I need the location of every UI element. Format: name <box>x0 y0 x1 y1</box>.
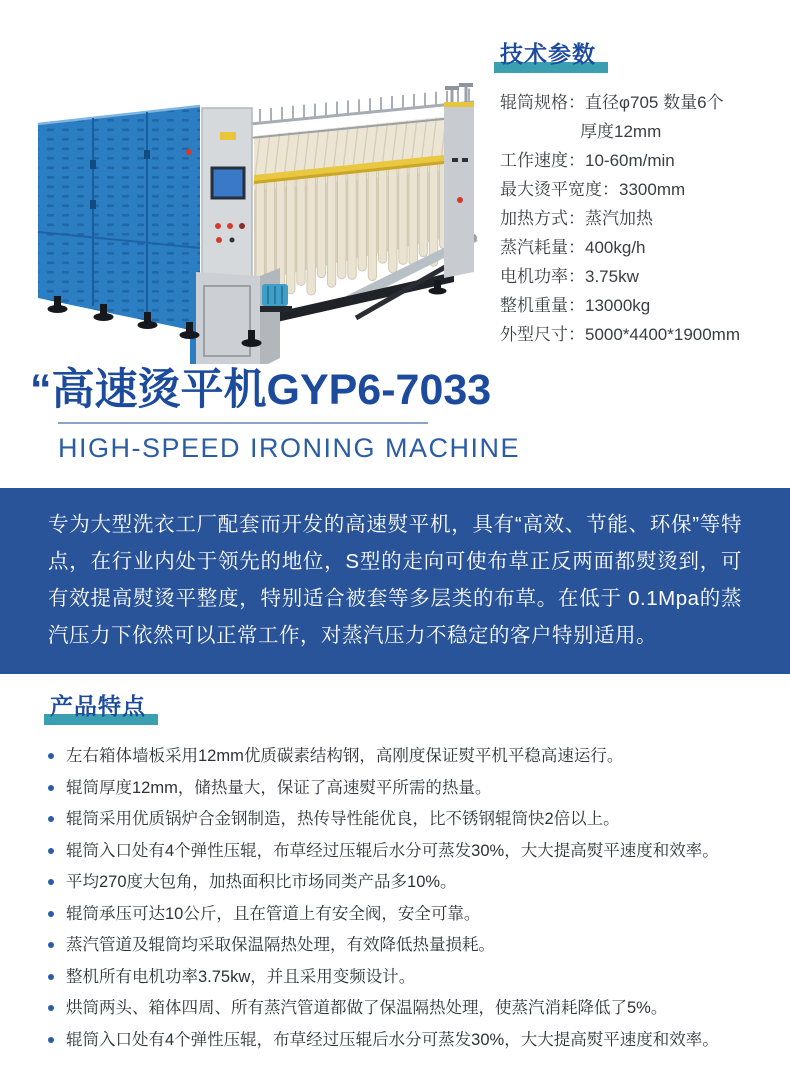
spec-row <box>500 88 786 117</box>
feature-item <box>46 904 762 925</box>
product-subtitle-en: HIGH-SPEED IRONING MACHINE <box>58 433 521 464</box>
spec-value: 10-60m/min <box>585 151 675 170</box>
feature-text: 辊筒承压可达10公斤，且在管道上有安全阀，安全可靠。 <box>66 904 481 923</box>
feature-text: 辊筒厚度12mm，储热量大，保证了高速熨平所需的热量。 <box>66 778 492 797</box>
spec-label: 整机重量： <box>500 296 585 315</box>
spec-row <box>500 175 786 204</box>
spec-label: 工作速度： <box>500 151 585 170</box>
feature-text: 烘筒两头、箱体四周、所有蒸汽管道都做了保温隔热处理，使蒸汽消耗降低了5%。 <box>66 999 668 1017</box>
spec-value: 400kg/h <box>585 238 646 257</box>
spec-value: 5000*4400*1900mm <box>585 325 741 344</box>
bullet-icon <box>48 1005 54 1011</box>
tech-params-list <box>500 88 786 349</box>
title-divider <box>58 422 428 424</box>
feature-item <box>46 872 762 893</box>
bullet-icon <box>48 974 54 980</box>
spec-label: 辊筒规格： <box>500 93 585 112</box>
feature-text: 辊筒入口处有4个弹性压辊，布草经过压辊后水分可蒸发30%，大大提高熨平速度和效率。 <box>66 841 719 860</box>
bullet-icon <box>48 879 54 885</box>
product-title: “高速烫平机GYP6-7033 <box>30 366 492 414</box>
feature-item <box>46 809 762 830</box>
bullet-icon <box>48 1037 54 1043</box>
description-box <box>0 488 790 674</box>
bullet-icon <box>48 753 54 759</box>
spec-value: 厚度12mm <box>580 122 662 141</box>
spec-value: 13000kg <box>585 296 651 315</box>
feature-text: 左右箱体墙板采用12mm优质碳素结构钢，高刚度保证熨平机平稳高速运行。 <box>66 747 624 765</box>
spec-row <box>500 233 786 262</box>
bullet-icon <box>48 785 54 791</box>
tech-params-section <box>500 36 786 349</box>
spec-row <box>500 117 786 146</box>
feature-item <box>46 841 762 862</box>
spec-value: 直径φ705 数量6个 <box>585 93 724 112</box>
spec-label: 加热方式： <box>500 209 585 228</box>
features-title: 产品特点 <box>50 688 146 721</box>
spec-row <box>500 204 786 233</box>
spec-row <box>500 320 786 349</box>
feature-text: 辊筒采用优质锅炉合金钢制造，热传导性能优良，比不锈钢辊筒快2倍以上。 <box>66 810 620 828</box>
feature-item <box>46 967 762 988</box>
spec-row <box>500 146 786 175</box>
machine-product-image <box>16 80 482 364</box>
machine-illustration <box>16 80 482 364</box>
spec-value: 3300mm <box>619 180 686 199</box>
feature-item <box>46 998 762 1019</box>
spec-value: 蒸汽加热 <box>585 209 653 228</box>
feature-item <box>46 746 762 767</box>
bullet-icon <box>48 911 54 917</box>
feature-list <box>0 746 790 1051</box>
spec-value: 3.75kw <box>585 267 639 286</box>
bullet-icon <box>48 816 54 822</box>
features-section <box>0 688 790 1061</box>
spec-label: 电机功率： <box>500 267 585 286</box>
feature-item <box>46 935 762 956</box>
description-text: 专为大型洗衣工厂配套而开发的高速熨平机，具有“高效、节能、环保”等特点，在行业内处于领先的地位，S型的走向可使布草正反两面都熨烫到，可有效提高熨烫平整度，特别适合被套等多层类的布草。在低于 0.1Mpa的蒸汽压力下依然可以正常工作，对蒸汽压力不稳定的客户特别适用。 <box>48 513 742 647</box>
bullet-icon <box>48 848 54 854</box>
spec-label: 外型尺寸： <box>500 325 585 344</box>
feature-item <box>46 1030 762 1051</box>
spec-row <box>500 262 786 291</box>
spec-row <box>500 291 786 320</box>
title-block <box>30 366 590 464</box>
feature-text: 辊筒入口处有4个弹性压辊，布草经过压辊后水分可蒸发30%，大大提高熨平速度和效率。 <box>66 1030 719 1049</box>
feature-text: 蒸汽管道及辊筒均采取保温隔热处理，有效降低热量损耗。 <box>66 936 495 954</box>
feature-item <box>46 778 762 799</box>
tech-params-title: 技术参数 <box>500 36 596 69</box>
feature-text: 平均270度大包角，加热面积比市场同类产品多10%。 <box>66 873 457 891</box>
spec-label: 最大烫平宽度： <box>500 180 619 199</box>
bullet-icon <box>48 942 54 948</box>
feature-text: 整机所有电机功率3.75kw，并且采用变频设计。 <box>66 967 416 986</box>
spec-label: 蒸汽耗量： <box>500 238 585 257</box>
